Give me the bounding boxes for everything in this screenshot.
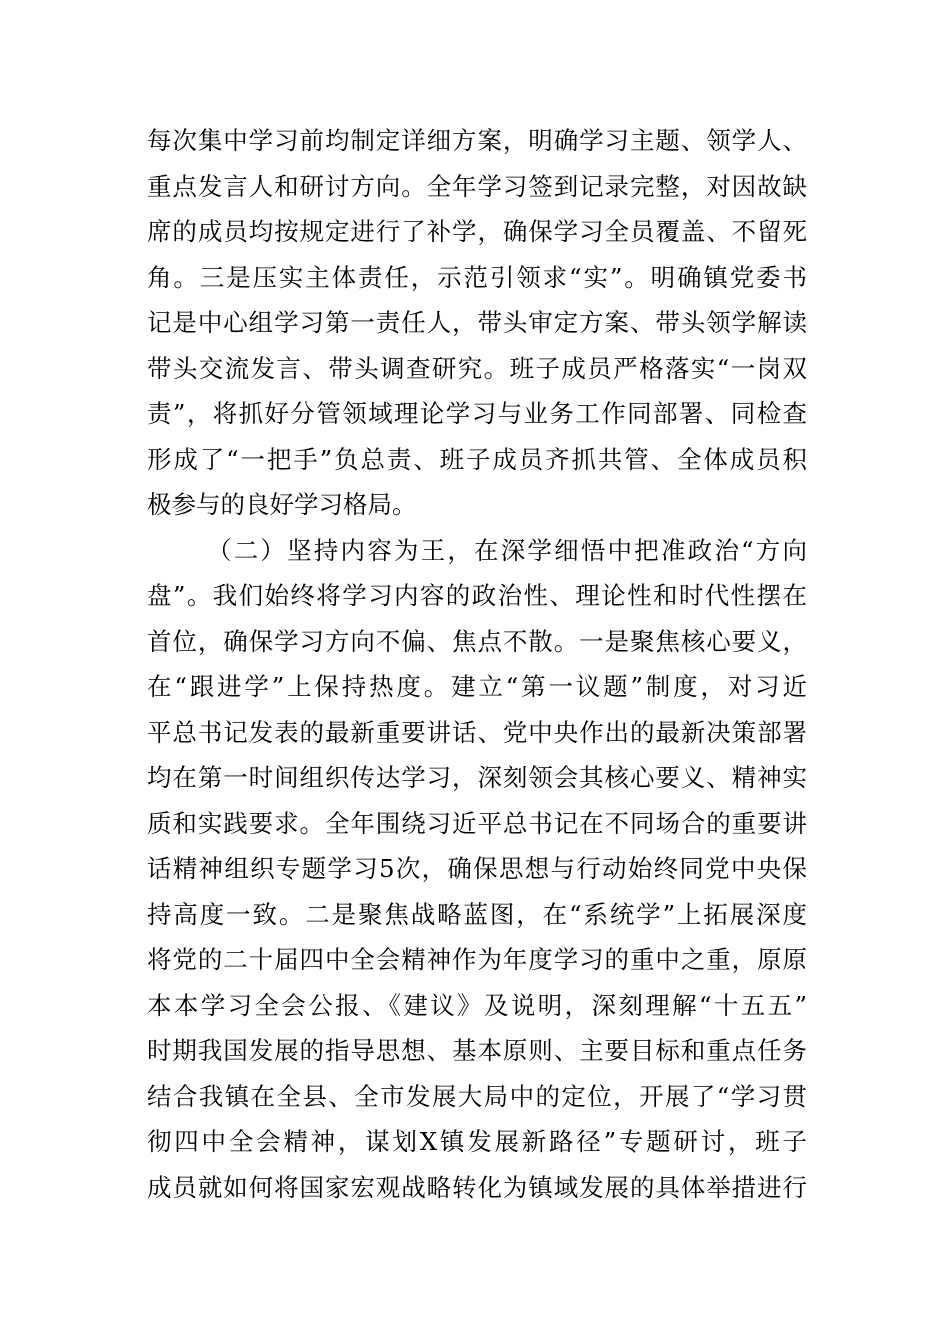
text-line: 记是中心组学习第一责任人，带头审定方案、带头领学解读 [147,308,807,337]
text-line: 形成了“一把手”负总责、班子成员齐抓共管、全体成员积 [147,445,807,474]
text-line: 持高度一致。二是聚焦战略蓝图，在“系统学”上拓展深度 [147,900,807,929]
section-heading-line: （二）坚持内容为王，在深学细悟中把准政治“方向 [207,536,807,565]
text-line: 带头交流发言、带头调查研究。班子成员严格落实“一岗双 [147,354,807,383]
text-line: 平总书记发表的最新重要讲话、党中央作出的最新决策部署 [147,718,807,747]
text-line: 首位，确保学习方向不偏、焦点不散。一是聚焦核心要义， [147,627,807,656]
text-line: 席的成员均按规定进行了补学，确保学习全员覆盖、不留死 [147,217,807,246]
text-line: 本本学习全会公报、《建议》及说明，深刻理解“十五五” [147,991,807,1020]
text-line: 时期我国发展的指导思想、基本原则、主要目标和重点任务 [147,1036,807,1065]
text-line: 话精神组织专题学习5次，确保思想与行动始终同党中央保 [147,854,807,883]
paragraph-end-line: 极参与的良好学习格局。 [147,490,417,519]
text-line: 均在第一时间组织传达学习，深刻领会其核心要义、精神实 [147,763,807,792]
text-line: 质和实践要求。全年围绕习近平总书记在不同场合的重要讲 [147,809,807,838]
text-line: 成员就如何将国家宏观战略转化为镇域发展的具体举措进行 [147,1173,807,1202]
text-line: 在“跟进学”上保持热度。建立“第一议题”制度，对习近 [147,672,807,701]
text-line: 盘”。我们始终将学习内容的政治性、理论性和时代性摆在 [147,581,807,610]
text-line: 重点发言人和研讨方向。全年学习签到记录完整，对因故缺 [147,172,807,201]
text-line: 角。三是压实主体责任，示范引领求“实”。明确镇党委书 [147,263,807,292]
text-line: 将党的二十届四中全会精神作为年度学习的重中之重，原原 [147,945,807,974]
text-line: 每次集中学习前均制定详细方案，明确学习主题、领学人、 [147,126,807,155]
text-line: 结合我镇在全县、全市发展大局中的定位，开展了“学习贯 [147,1082,807,1111]
text-line: 彻四中全会精神，谋划X镇发展新路径”专题研讨，班子 [147,1127,807,1156]
text-line: 责”，将抓好分管领域理论学习与业务工作同部署、同检查 [147,399,807,428]
